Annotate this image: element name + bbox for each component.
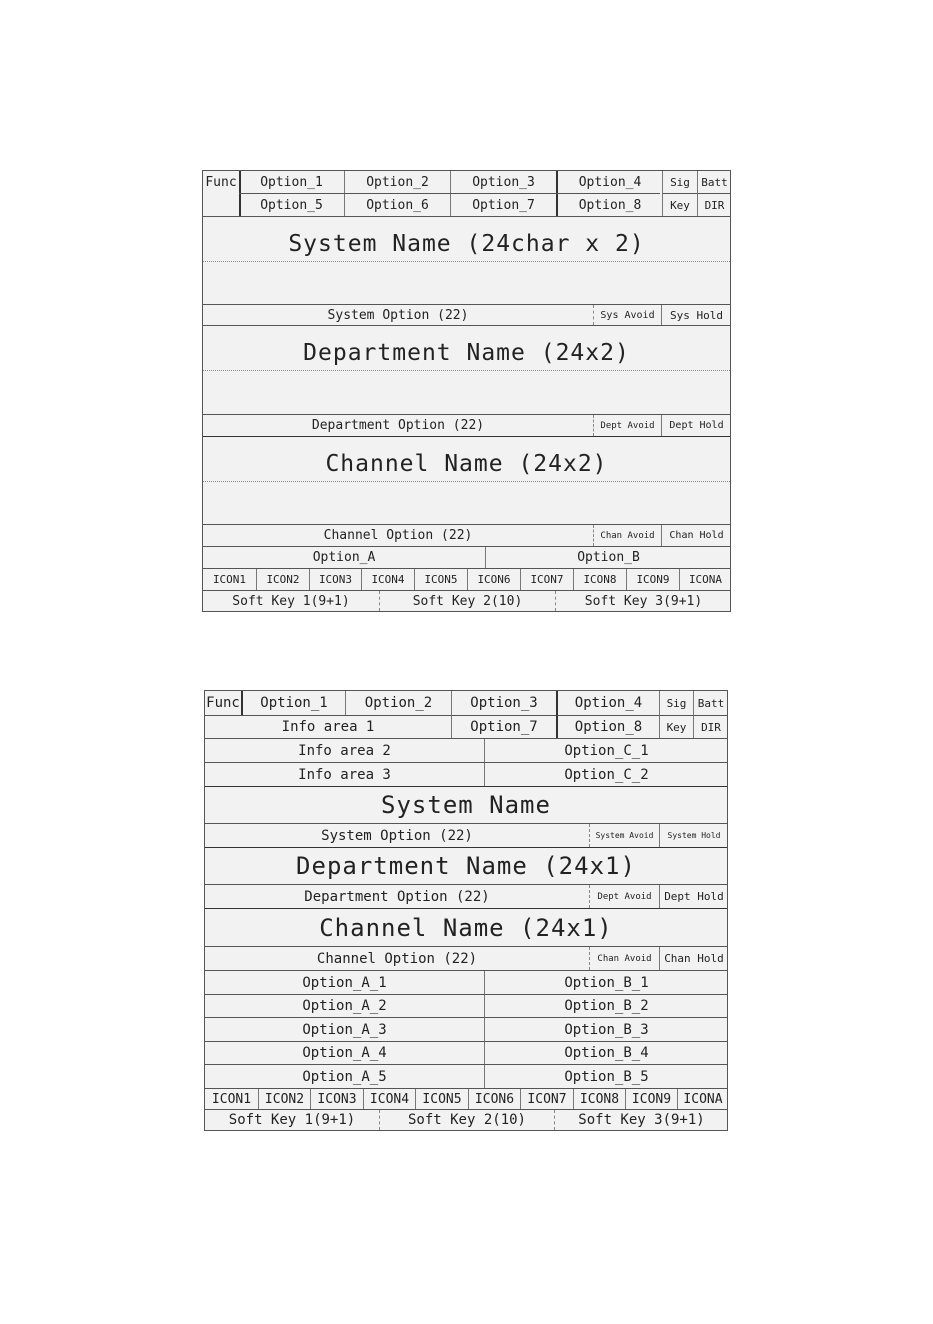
department-name: Department Name (24x2) [303, 340, 630, 366]
icon-6: ICON6 [468, 1089, 520, 1109]
soft-key-row [205, 1109, 727, 1130]
sys-avoid: Sys Avoid [593, 305, 661, 325]
system-hold: System Hold [659, 824, 728, 847]
option-6: Option_6 [344, 194, 450, 216]
icon-2: ICON2 [256, 569, 309, 590]
dir-label: DIR [693, 715, 728, 738]
key-label: Key [662, 193, 697, 216]
icon-6: ICON6 [467, 569, 520, 590]
option-3: Option_3 [450, 171, 556, 193]
department-name-area [205, 847, 727, 884]
department-option-row [205, 884, 727, 908]
func-label: Func [205, 174, 237, 190]
soft-key-row [203, 590, 730, 611]
icon-7: ICON7 [520, 569, 573, 590]
option-c-1: Option_C_1 [484, 739, 728, 762]
department-option: Department Option (22) [304, 888, 490, 905]
dept-hold: Dept Hold [659, 885, 728, 908]
icon-8: ICON8 [573, 1089, 625, 1109]
channel-option: Channel Option (22) [316, 950, 478, 967]
option-b-2: Option_B_2 [484, 995, 728, 1017]
option-b-4: Option_B_4 [484, 1042, 728, 1064]
soft-key-1: Soft Key 1(9+1) [232, 593, 350, 609]
soft-key-2: Soft Key 2(10) [379, 591, 555, 611]
channel-name: Channel Name (24x1) [319, 913, 613, 942]
system-name: System Name [381, 791, 551, 819]
option-2: Option_2 [344, 171, 450, 193]
department-option: Department Option (22) [311, 418, 485, 433]
soft-key-3: Soft Key 3(9+1) [554, 1110, 728, 1130]
top-options-row-2 [239, 193, 660, 216]
icon-7: ICON7 [520, 1089, 573, 1109]
option-8: Option_8 [556, 194, 662, 216]
option-3: Option_3 [451, 691, 556, 715]
soft-key-1: Soft Key 1(9+1) [228, 1112, 356, 1128]
option-b-3: Option_B_3 [484, 1018, 728, 1041]
option-a-2: Option_A_2 [302, 998, 387, 1014]
option-ab-row-4 [205, 1041, 727, 1064]
option-b: Option_B [485, 547, 731, 568]
option-8: Option_8 [556, 715, 659, 738]
top-options-row-1 [239, 171, 660, 193]
option-a-1: Option_A_1 [302, 974, 387, 991]
divider [203, 261, 730, 262]
bottom-status-rows [205, 691, 727, 738]
dept-avoid: Dept Avoid [589, 885, 659, 908]
option-b-5: Option_B_5 [484, 1065, 728, 1088]
sig-label: Sig [659, 691, 693, 715]
icon-4: ICON4 [361, 569, 414, 590]
icon-a: ICONA [679, 569, 731, 590]
sig-label: Sig [662, 171, 697, 193]
chan-hold: Chan Hold [661, 525, 731, 546]
system-option-row [203, 304, 730, 325]
key-label: Key [659, 715, 693, 738]
chan-hold: Chan Hold [659, 947, 728, 970]
option-a-4: Option_A_4 [302, 1045, 387, 1061]
icon-3: ICON3 [309, 569, 361, 590]
divider [203, 370, 730, 371]
soft-key-2: Soft Key 2(10) [379, 1110, 554, 1130]
option-4: Option_4 [556, 171, 662, 193]
info-area-2: Info area 2 [298, 742, 391, 759]
func-label: Func [206, 695, 240, 711]
icon-1: ICON1 [211, 1091, 252, 1107]
icon-row [203, 568, 730, 590]
info-area-2-row [205, 738, 727, 762]
icon-2: ICON2 [258, 1089, 310, 1109]
icon-1: ICON1 [212, 573, 247, 586]
option-a-3: Option_A_3 [302, 1021, 387, 1038]
chan-avoid: Chan Avoid [593, 525, 661, 546]
option-ab-row-2 [205, 994, 727, 1017]
system-option-row [205, 823, 727, 847]
icon-8: ICON8 [573, 569, 626, 590]
option-1: Option_1 [260, 174, 323, 190]
icon-5: ICON5 [415, 1089, 468, 1109]
option-4: Option_4 [556, 691, 659, 715]
option-ab-row-5 [205, 1064, 727, 1088]
option-2: Option_2 [345, 691, 451, 715]
channel-option: Channel Option (22) [323, 528, 473, 543]
top-status-rows [203, 171, 730, 216]
icon-9: ICON9 [626, 569, 679, 590]
top-layout-panel [202, 170, 731, 612]
channel-name: Channel Name (24x2) [325, 451, 608, 477]
info-area-3: Info area 3 [298, 766, 391, 783]
icon-9: ICON9 [625, 1089, 677, 1109]
system-option: System Option (22) [327, 307, 469, 323]
channel-option-row [205, 946, 727, 970]
icon-a: ICONA [677, 1089, 728, 1109]
option-ab-row [203, 546, 730, 568]
system-name: System Name (24char x 2) [288, 231, 645, 257]
batt-label: Batt [693, 691, 728, 715]
department-option-row [203, 414, 730, 436]
option-a-5: Option_A_5 [302, 1068, 387, 1085]
dept-avoid: Dept Avoid [593, 415, 661, 436]
option-b-1: Option_B_1 [484, 971, 728, 994]
channel-option-row [203, 524, 730, 546]
info-area-1: Info area 1 [205, 715, 451, 738]
dept-hold: Dept Hold [661, 415, 731, 436]
channel-name-area [205, 908, 727, 946]
icon-5: ICON5 [414, 569, 467, 590]
department-name: Department Name (24x1) [296, 852, 636, 880]
dir-label: DIR [697, 193, 731, 216]
bottom-layout-panel [204, 690, 728, 1131]
soft-key-3: Soft Key 3(9+1) [555, 591, 731, 611]
batt-label: Batt [697, 171, 731, 193]
icon-row [205, 1088, 727, 1109]
option-1: Option_1 [241, 691, 345, 715]
system-name-area [205, 786, 727, 823]
option-ab-row-3 [205, 1017, 727, 1041]
department-name-area [203, 325, 730, 414]
system-avoid: System Avoid [589, 824, 659, 847]
channel-name-area [203, 436, 730, 524]
option-7: Option_7 [451, 715, 556, 738]
icon-4: ICON4 [363, 1089, 415, 1109]
option-ab-row-1 [205, 970, 727, 994]
sys-hold: Sys Hold [661, 305, 731, 325]
divider [203, 481, 730, 482]
option-7: Option_7 [450, 194, 556, 216]
icon-3: ICON3 [310, 1089, 363, 1109]
system-option: System Option (22) [321, 827, 473, 844]
system-name-area [203, 216, 730, 304]
option-c-2: Option_C_2 [484, 763, 728, 786]
info-area-3-row [205, 762, 727, 786]
option-5: Option_5 [260, 197, 323, 213]
option-a: Option_A [312, 550, 376, 565]
chan-avoid: Chan Avoid [589, 947, 659, 970]
